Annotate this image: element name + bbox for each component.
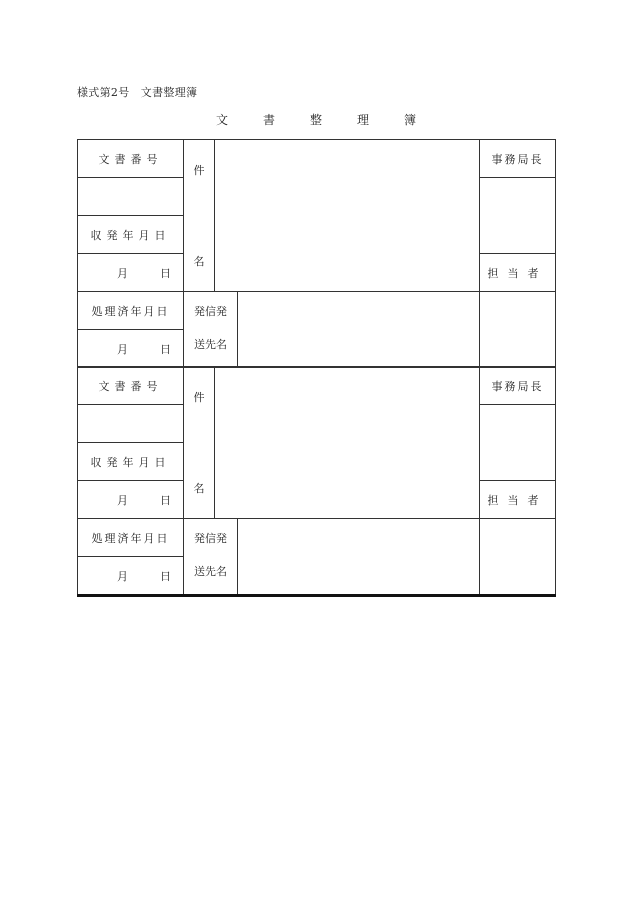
subject-label-bottom: 名 bbox=[193, 255, 205, 268]
sender-label-line1: 発信発 bbox=[194, 305, 227, 318]
received-sent-date-field[interactable] bbox=[78, 481, 184, 519]
sender-label-cell bbox=[184, 292, 238, 368]
secretary-general-seal-field[interactable] bbox=[480, 405, 556, 481]
form-caption: 様式第2号 文書整理簿 bbox=[77, 86, 198, 99]
processed-date-label: 処理済年月日 bbox=[78, 519, 184, 557]
doc-number-field[interactable] bbox=[78, 178, 184, 216]
sender-label-line2: 送先名 bbox=[194, 338, 227, 351]
secretary-general-seal-field[interactable] bbox=[480, 178, 556, 254]
doc-number-field[interactable] bbox=[78, 405, 184, 443]
sender-field[interactable] bbox=[238, 519, 480, 596]
secretary-general-label: 事務局長 bbox=[480, 140, 556, 178]
sender-field[interactable] bbox=[238, 292, 480, 368]
received-sent-date-field[interactable] bbox=[78, 254, 184, 292]
subject-field[interactable] bbox=[215, 367, 480, 519]
month-label: 月 bbox=[117, 342, 128, 356]
month-label: 月 bbox=[117, 569, 128, 583]
register-form-1 bbox=[77, 139, 556, 368]
processed-date-field[interactable] bbox=[78, 557, 184, 596]
received-sent-date-label: 収発年月日 bbox=[78, 443, 184, 481]
month-label: 月 bbox=[117, 493, 128, 507]
sender-label-cell bbox=[184, 519, 238, 596]
title-char: 整 bbox=[309, 113, 322, 127]
day-label: 日 bbox=[160, 342, 171, 356]
secretary-general-label: 事務局長 bbox=[480, 367, 556, 405]
day-label: 日 bbox=[160, 493, 171, 507]
sender-label-line1: 発信発 bbox=[194, 532, 227, 545]
subject-label-top: 件 bbox=[193, 391, 205, 404]
day-label: 日 bbox=[160, 266, 171, 280]
page-title bbox=[216, 111, 416, 128]
subject-field[interactable] bbox=[215, 140, 480, 292]
title-char: 理 bbox=[356, 113, 369, 127]
person-in-charge-seal-field[interactable] bbox=[480, 519, 556, 596]
subject-label-bottom: 名 bbox=[193, 482, 205, 495]
title-char: 文 bbox=[216, 113, 229, 127]
person-in-charge-label: 担当者 bbox=[480, 254, 556, 292]
doc-number-label: 文書番号 bbox=[78, 367, 184, 405]
day-label: 日 bbox=[160, 569, 171, 583]
register-form-2 bbox=[77, 366, 556, 597]
subject-label-cell bbox=[184, 367, 215, 519]
sender-label-line2: 送先名 bbox=[194, 565, 227, 578]
person-in-charge-label: 担当者 bbox=[480, 481, 556, 519]
title-char: 簿 bbox=[403, 113, 416, 127]
doc-number-label: 文書番号 bbox=[78, 140, 184, 178]
processed-date-label: 処理済年月日 bbox=[78, 292, 184, 330]
person-in-charge-seal-field[interactable] bbox=[480, 292, 556, 368]
month-label: 月 bbox=[117, 266, 128, 280]
processed-date-field[interactable] bbox=[78, 330, 184, 368]
title-char: 書 bbox=[262, 113, 275, 127]
subject-label-top: 件 bbox=[193, 164, 205, 177]
received-sent-date-label: 収発年月日 bbox=[78, 216, 184, 254]
subject-label-cell bbox=[184, 140, 215, 292]
